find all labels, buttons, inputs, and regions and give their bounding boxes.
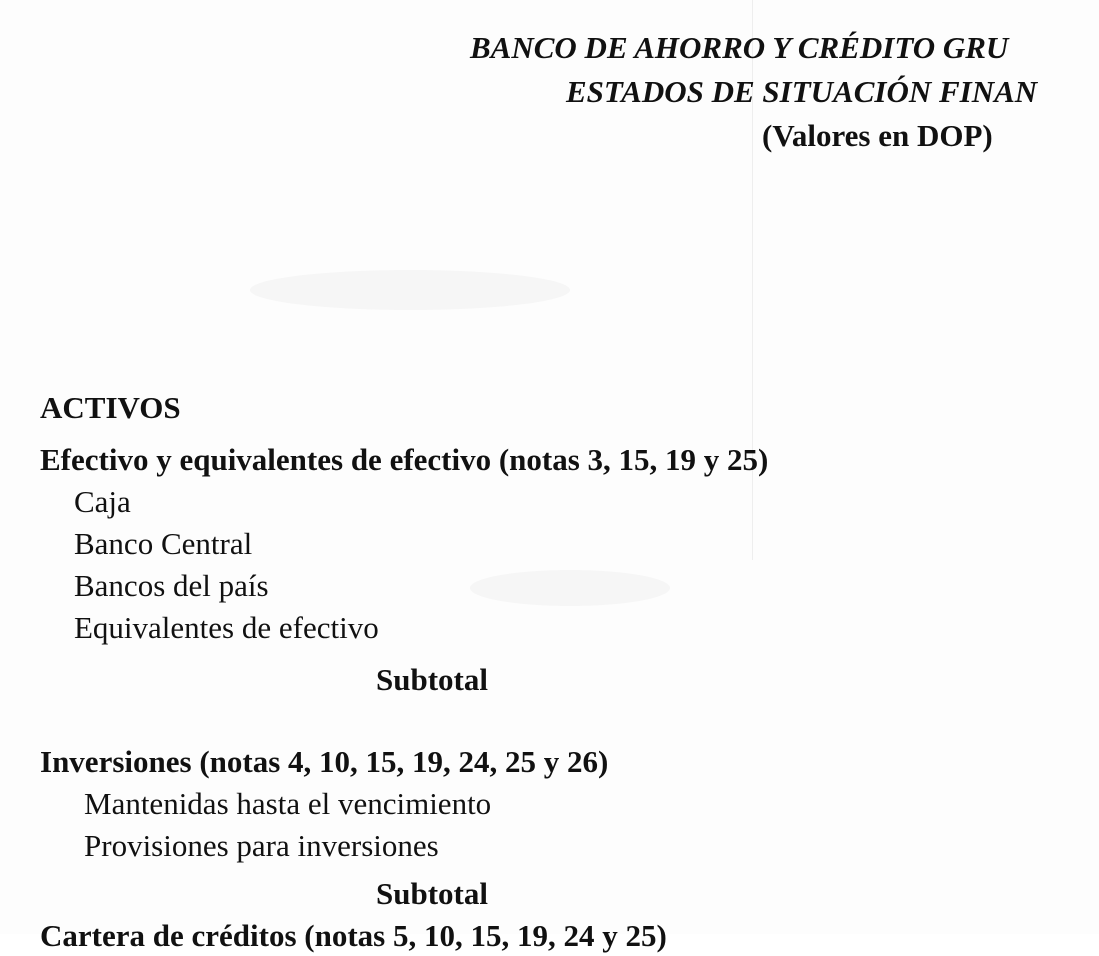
bank-name-title: BANCO DE AHORRO Y CRÉDITO GRU	[470, 30, 1009, 65]
line-item-banco-central: Banco Central	[74, 526, 253, 561]
statement-title: ESTADOS DE SITUACIÓN FINAN	[566, 74, 1038, 109]
section-heading-inversiones: Inversiones (notas 4, 10, 15, 19, 24, 25 y 26)	[40, 744, 609, 779]
subtotal-label-inversiones: Subtotal	[376, 876, 488, 911]
scan-smudge	[250, 270, 570, 310]
currency-note: (Valores en DOP)	[762, 118, 993, 153]
section-heading-efectivo: Efectivo y equivalentes de efectivo (notas 3, 15, 19 y 25)	[40, 442, 769, 477]
scan-smudge	[470, 570, 670, 606]
section-heading-activos: ACTIVOS	[40, 390, 181, 425]
line-item-caja: Caja	[74, 484, 131, 519]
section-heading-cartera: Cartera de créditos (notas 5, 10, 15, 19, 24 y 25)	[40, 918, 667, 953]
line-item-bancos-del-pais: Bancos del país	[74, 568, 269, 603]
line-item-provisiones: Provisiones para inversiones	[84, 828, 439, 863]
line-item-mantenidas: Mantenidas hasta el vencimiento	[84, 786, 492, 821]
line-item-equivalentes: Equivalentes de efectivo	[74, 610, 379, 645]
subtotal-label-efectivo: Subtotal	[376, 662, 488, 697]
